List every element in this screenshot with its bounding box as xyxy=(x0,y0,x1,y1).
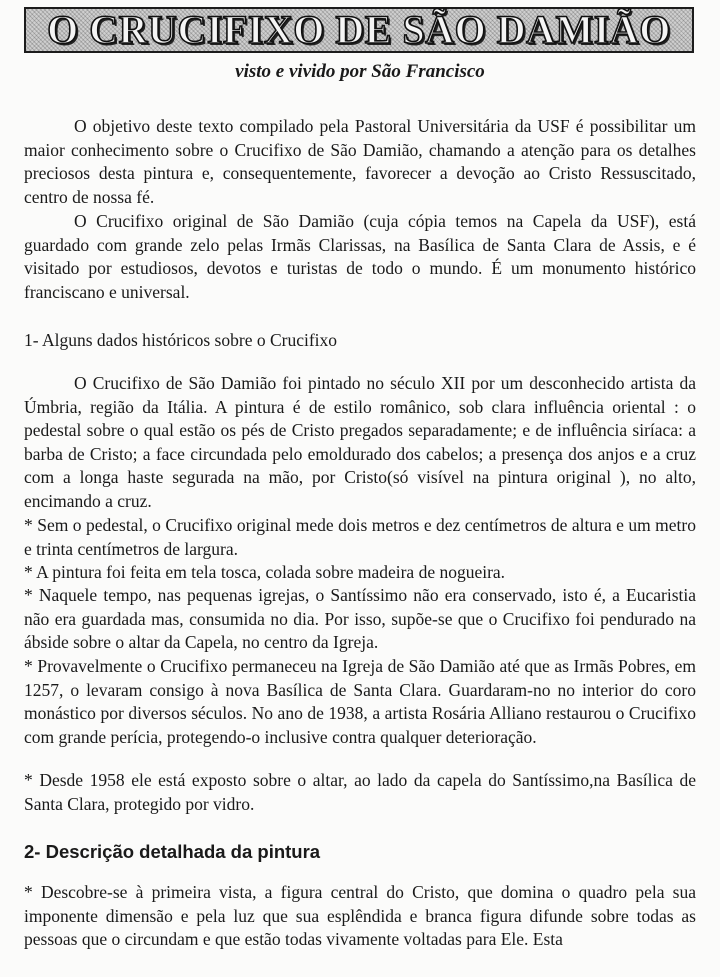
note-item-4: * Provavelmente o Crucifixo permaneceu na Igreja de São Damião até que as Irmãs Pobres, em 1257, o levaram consigo à nova Basílica de Santa Clara. Guardaram-no no interior do coro monástico por diversos séculos. No ano de 1938, a artista Rosária Alliano restaurou o Crucifixo com grande perícia, protegendo-o inclusive contra qualquer deterioração. xyxy=(24,656,696,747)
section-2-heading: 2- Descrição detalhada da pintura xyxy=(24,841,321,862)
note-item-3: * Naquele tempo, nas pequenas igrejas, o Santíssimo não era conservado, isto é, a Eucaristia não era guardada mas, consumida no dia. Por isso, supõe-se que o Crucifixo foi pendurado na ábside sobre o altar da Capela, no centro da Igreja. xyxy=(24,585,696,653)
title-banner xyxy=(24,7,694,53)
note-item-2: * A pintura foi feita em tela tosca, colada sobre madeira de nogueira. xyxy=(24,562,506,582)
note-item-1: * Sem o pedestal, o Crucifixo original mede dois metros e dez centímetros de altura e um metro e trinta centímetros de largura. xyxy=(24,515,696,559)
section-1-heading: 1- Alguns dados históricos sobre o Crucifixo xyxy=(24,330,338,350)
document-title: O CRUCIFIXO DE SÃO DAMIÃO xyxy=(47,7,671,52)
intro-paragraph-1: O objetivo deste texto compilado pela Pastoral Universitária da USF é possibilitar um maior conhecimento sobre o Crucifixo de São Damião, chamando a atenção para os detalhes preciosos desta pintura e, consequentemente, favorecer a devoção ao Cristo Ressuscitado, centro de nossa fé. xyxy=(24,116,696,207)
section-2-paragraph: * Descobre-se à primeira vista, a figura central do Cristo, que domina o quadro pela sua imponente dimensão e pela luz que sua esplêndida e branca figura difunde sobre todas as pessoas que o circundam e que estão todas vivamente voltadas para Ele. Esta xyxy=(24,882,696,950)
intro-paragraph-2: O Crucifixo original de São Damião (cuja cópia temos na Capela da USF), está guardado com grande zelo pelas Irmãs Clarissas, na Basílica de Santa Clara de Assis, e é visitado por estudiosos, devotos e turistas de todo o mundo. É um monumento histórico franciscano e universal. xyxy=(24,211,696,302)
section-1-paragraph: O Crucifixo de São Damião foi pintado no século XII por um desconhecido artista da Úmbria, região da Itália. A pintura é de estilo românico, sob clara influência oriental : o pedestal sobre o qual estão os pés de Cristo pregados separadamente; e de influência siríaca: a barba de Cristo; a face circundada pelo emoldurado dos cabelos; a presença dos anjos e a cruz com a longa haste segurada na mão, por Cristo(só visível na pintura original ), no alto, encimando a cruz. xyxy=(24,373,696,511)
note-item-5: * Desde 1958 ele está exposto sobre o altar, ao lado da capela do Santíssimo,na Basílica de Santa Clara, protegido por vidro. xyxy=(24,770,696,814)
document-subtitle: visto e vivido por São Francisco xyxy=(235,61,485,82)
